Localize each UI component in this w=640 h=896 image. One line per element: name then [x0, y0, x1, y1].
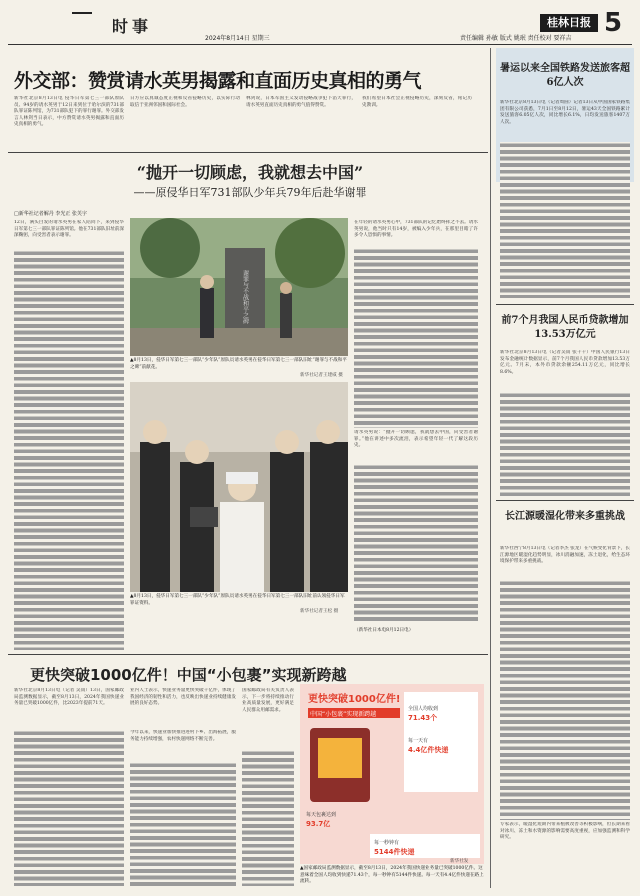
infographic-title: 更快突破1000亿件!: [308, 694, 401, 705]
article3-photo-caption: ▲国家邮政局监测数据显示，截至8月13日，2024年我国快递业务量已突破1000亿件。这意味着全国人均收到快递71.43个，每一秒钟有5144件快递。每一天有4.4亿件快递在路上流转。: [300, 866, 484, 884]
monument-photo: [130, 218, 348, 356]
stat4-label: 每天包裹达到: [306, 812, 337, 818]
right3-body: 新华社西宁8月13日电（记者李杰 张龙）在气候变化背景下，长江源地区暖湿化趋势明显，冰川消融加速，冻土退化，给生态环境保护带来多重挑战。: [500, 546, 630, 565]
right3-headline[interactable]: 长江源暖湿化带来多重挑战: [505, 511, 625, 522]
photo2-credit: 新华社记者王松 摄: [300, 609, 339, 614]
photo1-credit: 新华社记者王建威 摄: [300, 373, 343, 378]
header-bar: [72, 12, 92, 14]
article3-headline[interactable]: 更快突破1000亿件！中国“小包裹”实现新跨越: [30, 666, 347, 684]
monument-text: 谢罪与不战和平之碑: [241, 270, 249, 324]
right2-body: 新华社北京8月13日电（记者吴雨 张千千）中国人民银行13日发布金融统计数据显示，前7个月我国人民币贷款增加13.53万亿元。7月末，本外币贷款余额254.11万亿元，同比增长8.6%。: [500, 350, 630, 375]
article1-body4: 我们希望日本社会正视侵略历史，深刻反省，铭记历史教训。: [362, 96, 472, 108]
divider: [496, 304, 634, 305]
header-rule: [8, 44, 632, 45]
right1-headline[interactable]: 暑运以来全国铁路发送旅客超6亿人次: [500, 63, 630, 88]
text-column-filler: [14, 730, 124, 886]
right2-headline[interactable]: 前7个月我国人民币贷款增加13.53万亿元: [501, 315, 629, 340]
page-header: [0, 0, 640, 46]
article1-headline[interactable]: 外交部：赞赏请水英男揭露和直面历史真相的勇气: [14, 70, 422, 92]
stat2-label: 每一秒钟有: [374, 840, 400, 846]
text-column-filler: [354, 464, 478, 624]
article2-subhead: ——原侵华日军731部队少年兵79年后赴华谢罪: [133, 186, 367, 199]
article2-body-right: 请水英男说：“抛开一切顾虑，我就想去中国，向受害者谢罪。”他在讲述中多次流泪，表示希望年轻一代了解这段历史。: [354, 430, 478, 449]
stat3-label: 每一天有: [408, 738, 429, 744]
article2-byline: □新华社记者解丹 李光正 张芙宇: [14, 211, 87, 217]
text-column-filler: [14, 250, 124, 650]
article1-body3: 林剑说，日本军国主义发动侵略战争犯下滔天罪行，请水英男直面历史真相的勇气值得赞赏。: [246, 96, 356, 108]
article3-credit: 新华社发: [450, 859, 469, 864]
issue-date: 2024年8月14日 星期三: [205, 35, 270, 42]
column-rule: [490, 48, 491, 888]
article2-body-left: 12日，满头白发的请水英男在家人陪同下，来到侵华日军第七三一部队罪证陈列馆。他在731部队旧址前深深鞠躬，向受害者表示谢罪。: [14, 220, 124, 239]
crowd-photo: [130, 382, 348, 592]
text-column-filler: [354, 248, 478, 428]
article3-lead: 新华社北京8月13日电（记者 吴雨）13日，国家邮政局监测数据显示，截至8月13日，2024年我国快递业务量已突破1000亿件，比2023年提前71天。: [14, 688, 124, 707]
right1-body: 新华社北京8月13日电（记者周圆）记者13日从中国国家铁路集团有限公司获悉，7月1日至8月12日，暑运43天全国铁路累计发送旅客6.05亿人次，同比增长6.1%，日均发送旅客1407万人次。: [500, 100, 630, 125]
article1-lead: 新华社北京8月13日电 侵华日军第七三一部队原队员、94岁的请水英男于12日来到位于哈尔滨的731部队罪证陈列馆，为731部队犯下的罪行谢罪。外交部发言人林剑当日表示，中方赞赏请水英男揭露和直面历史真相的勇气。: [14, 96, 124, 128]
divider: [8, 152, 488, 153]
article2-headline[interactable]: “抛开一切顾虑，我就想去中国”: [136, 163, 364, 182]
divider: [8, 654, 488, 655]
section-name: 时事: [112, 17, 153, 36]
stat1-label: 全国人均收到: [408, 706, 439, 712]
page-number: 5: [604, 8, 623, 38]
express-infographic: [300, 684, 484, 864]
article3-body3: 今年以来，快递业加快推进进村下乡、出海拓展，服务能力持续增强，农村快递网络不断完善。: [130, 730, 236, 742]
photo2-caption: ▲8月13日，侵华日军第七三一部队“少年队”原队员请水英男在侵华日军第七三一部队旧址前认领侵华日军罪证资料。: [130, 594, 345, 606]
editor-credits: 责任编辑 孙敏 版式 姚珉 责任校对 要祥吉: [460, 35, 572, 42]
infographic-subtitle: 中国“小包裹”实现新跨越: [310, 711, 377, 718]
stat3-value: 4.4亿件快递: [408, 746, 449, 754]
divider: [496, 500, 634, 501]
article3-body2: 业内人士表示，快递业务量更快突破千亿件，体现了我国经济的韧性和活力，也反映出快递业持续健康发展的良好态势。: [130, 688, 236, 707]
text-column-filler: [500, 392, 630, 496]
stat4-value: 93.7亿: [306, 820, 331, 828]
stat1-value: 71.43个: [408, 714, 438, 722]
article3-body4: 国家邮政局有关负责人表示，下一步将持续推动行业高质量发展，更好满足人民群众用邮需求。: [242, 688, 294, 713]
photo1-caption: ▲8月13日，侵华日军第七三一部队“少年队”原队员请水英男在侵华日军第七三一部队旧址“谢罪与不战和平之碑”前献花。: [130, 358, 347, 370]
text-column-filler: [500, 580, 630, 820]
article1-body2: 日方应以真诚态度正视和反省侵略历史，以实际行动取信于亚洲邻国和国际社会。: [130, 96, 240, 108]
article2-footer: （新华社日本电8月12日电）: [354, 628, 414, 633]
text-column-filler: [130, 762, 236, 886]
stat2-value: 5144件快递: [374, 848, 415, 856]
text-column-filler: [500, 142, 630, 298]
text-column-filler: [242, 750, 294, 886]
newspaper-logo: 桂林日报: [540, 14, 598, 32]
right3-body2: 专家表示，暖湿化短期内带来植被改善等积极影响，但长期来看对冰川、冻土和水资源的影响需要高度重视，应加强监测和科学研究。: [500, 822, 630, 841]
article2-body-mid: 在年轻的请水英男心中，731部队的记忆始终挥之不去。请水英男说，他当时只有14岁，被编入少年兵，在那里目睹了许多令人恐惧的事情。: [354, 220, 478, 239]
